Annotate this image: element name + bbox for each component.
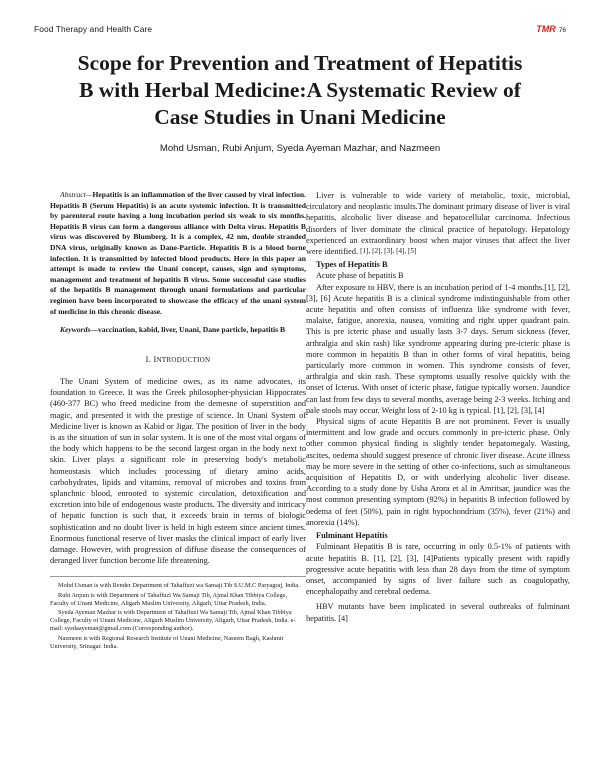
intro-paragraph: The Unani System of medicine owes, as its name advocates, its foundation to Greece. It was the Greek philosopher-physician Hippocrates (460-377 BC) who freed medicine from the demesne of superstition and magic, and presented it with the prestige of science. In Unani System of Medicine liver is known as Kabid or Jigar. The position of liver in the body is as the situation of sun in solar system. It is one of the most vital organs of the body which happens to be the second largest organ in the body next to skin. Liver plays a significant role in preserving body's metabolic homeostasis which includes processing of dietary amino acids, carbohydrates, lipids and vitamins, removal of microbes and toxins from splanchnic blood, enrooted to systemic circulation, detoxification and excretion into bile of endogenous waste products. The diversity and intricacy of hepatic function is such that, it exceeds brain in terms of biologic sophistication and no doubt liver is held in high esteem since ancient times. Enormous functional reserve of liver masks the clinical impact of early liver damage. However, with progression of diffuse disease the consequences of deranged liver function become life threatening. [50, 376, 306, 566]
section-number: I. [145, 354, 152, 364]
paragraph-text: Liver is vulnerable to wide variety of metabolic, toxic, microbial, circulatory and neoplastic insults.The dominant primary disease of liver is viral hepatitis, alcoholic liver disease and hepatocellular carcinoma. Infectious disorders of liver dominate the clinical practice of hepatology. Hepatology experienced an extraordinary boost when major viruses that affect the liver were identified. [306, 191, 570, 257]
footnote: Rubi Anjum is with Department of Tahaffuzi Wa Samaji Tib, Ajmal Khan Tibbiya College, Faculty of Unani Medicine, Aligarh Muslim University, Aligarh, Uttar Pradesh, India. [50, 591, 288, 607]
abstract [50, 190, 306, 317]
body-paragraph [306, 190, 570, 257]
header-right [536, 24, 566, 34]
abstract-label: Abstract— [60, 190, 93, 199]
section-heading-introduction [50, 354, 306, 366]
body-paragraph: After exposure to HBV, there is an incubation period of 1-4 months.[1], [2], [3], [6] Acute hepatitis B is a clinical syndrome indistinguishable from other acute hepatitis and often consists of influenza like syndrome with fever, malaise, fatigue, anorexia, nausea, vomiting and right upper quadrant pain. This is pre icteric phase and usually lasts 3-7 days. Serum sickness (fever, arthralgia and skin rash) like syndrome appearing during pre-icteric phase is more common in hepatitis B than in other forms of viral hepatitis, being particularly more common in women. This syndrome consists of fever, arthralgia and skin rash. These symptoms usually resolve quickly with the onset of Icterus. With onset of icteric phase, fatigue typically worsen. Jaundice can last from few days to several months, average being 2-3 weeks. Itching and pale stools may occur. Weight loss of 2-10 kg is typical. [1], [2], [3], [4] [306, 282, 570, 415]
paper-title [40, 50, 560, 131]
acute-phase-label: Acute phase of hepatitis B [316, 271, 404, 281]
footnote: Mohd Usman is with Render Department of Tahaffuzi wa Samaji Tib S.U.M.C Paryagraj, India. [58, 582, 300, 590]
journal-name: Food Therapy and Health Care [34, 24, 153, 34]
keywords-text: —vaccination, kabid, liver, Unani, Dane particle, hepatitis B [90, 325, 286, 335]
footnote: Syeda Ayeman Mazhar is with Department of Tahaffuzi Wa Samaji Tib, Ajmal Khan Tibbiya College, Faculty of Unani Medicine, Aligarh Muslim University, Aligarh, Uttar Pradesh, India. e-mail: syedaayeman@gmail.com (Corresponding author). [50, 608, 296, 633]
footnote: Nazmeen is with Regional Research Institute of Unani Medicine, Naseem Bagh, Kashmir University, Srinagar. India. [50, 634, 284, 650]
subheading-types: Types of Hepatitis B [316, 260, 388, 270]
running-header [34, 24, 566, 38]
right-column [306, 190, 570, 624]
title-line: Scope for Prevention and Treatment of Hepatitis [77, 51, 523, 75]
body-paragraph: Physical signs of acute Hepatitis B are not prominent. Fever is usually intermittent and low grade and occurs commonly in pre-icteric phase. Only other common physical finding is slightly tender hepatomegaly. Wasting, ascites, oedema should suggest presence of chronic liver disease. Acute illness may be more severe in the setting of other co-infections, such as simultaneous acquisition of Hepatitis D, or with underlying alcoholic liver disease. According to a study done by Usha Arora et al in Amritsar, jaundice was the most common presenting symptom (92%) in hepatitis B infection followed by oedema of feet (50%), pain in right hypochondrium (35%), fever (21%) and anorexia (14%). [306, 417, 570, 527]
section-initial: I [153, 354, 157, 364]
author-list: Mohd Usman, Rubi Anjum, Syeda Ayeman Mazhar, and Nazmeen [159, 143, 441, 154]
subheading-fulminant: Fulminant Hepatitis [316, 531, 388, 541]
body-paragraph: HBV mutants have been implicated in several outbreaks of fulminant hepatitis. [4] [306, 602, 570, 623]
section-title-rest: NTRODUCTION [156, 355, 211, 364]
title-line: Case Studies in Unani Medicine [154, 105, 446, 129]
tmr-logo: TMR [536, 24, 556, 34]
citation: [1], [2], [3], [4], [5] [360, 247, 417, 256]
body-paragraph: Fulminant Hepatitis B is rare, occurring in only 0.5-1% of patients with acute hepatitis B. [1], [2], [3], [4]Patients typically present with rapidly progressive acute hepatitis with less than 28 days from the time of symptom onset, accompanied by signs of liver failure such as coagulopathy, encephalopathy and cerebral oedema. [306, 542, 570, 597]
keywords-label: Keywords [60, 325, 91, 335]
author-footnotes [50, 576, 306, 651]
left-column [50, 190, 306, 652]
keywords [50, 325, 306, 336]
title-line: B with Herbal Medicine:A Systematic Review of [79, 78, 521, 102]
abstract-text: Hepatitis is an inflammation of the liver caused by viral infection. Hepatitis B (Serum Hepatitis) is an acute systemic infection. It is transmitted by parenteral route having a long incubation period six weak to six months. Hepatitis B virus can form a dangerous alliance with Delta virus. Hepatitis B virus was discovered by Blumberg. It is a complex, 42 nm, double stranded DNA virus, originally known as Dane-Particle. Hepatitis B is a blood borne infection. It is transmitted by infected blood products. Here in this paper an attempt is made to review the Unani concept, causes, sign and symptoms, management and treatment of hepatitis B virus. Some successful case studies of the hepatitis B management through unani formulations and particular regimen have been incorporated to showcase the efficacy of the unani system of medicine in this chronic disease. [50, 190, 306, 316]
page-number: 76 [558, 27, 566, 34]
